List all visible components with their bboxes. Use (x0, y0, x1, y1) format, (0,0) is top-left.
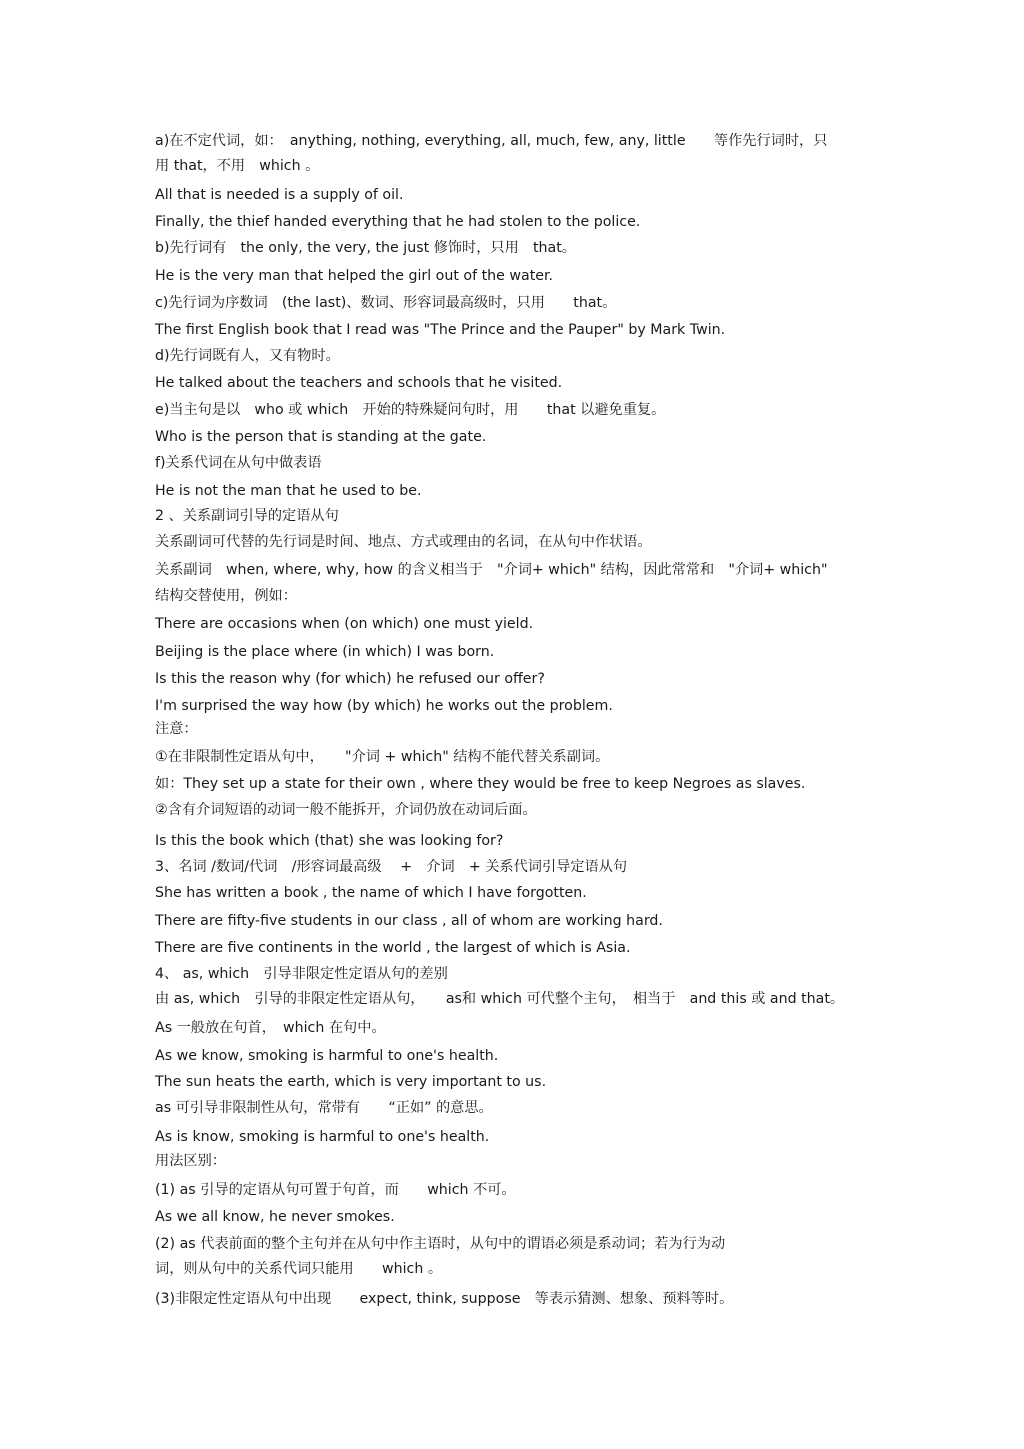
text-line: As we all know, he never smokes. (155, 1209, 395, 1225)
text-line: 词，则从句中的关系代词只能用 which 。 (155, 1261, 443, 1277)
text-line: He is the very man that helped the girl out of the water. (155, 268, 554, 284)
text-line: a)在不定代词，如： anything, nothing, everything, all, much, few, any, little 等作先行词时，只 (155, 133, 828, 149)
text-line: Is this the book which (that) she was looking for? (155, 833, 504, 849)
text-line: 由 as, which 引导的非限定性定语从句， as和 which 可代整个主句， 相当于 and this 或 and that。 (155, 991, 845, 1007)
text-line: I'm surprised the way how (by which) he works out the problem. (155, 698, 613, 714)
text-line: Beijing is the place where (in which) I was born. (155, 644, 495, 660)
text-line: 如：They set up a state for their own , where they would be free to keep Negroes as slaves. (155, 776, 806, 792)
text-line: 4、 as, which 引导非限定性定语从句的差别 (155, 966, 448, 982)
text-line: ①在非限制性定语从句中， "介词 + which" 结构不能代替关系副词。 (155, 749, 610, 765)
text-line: Who is the person that is standing at the gate. (155, 429, 487, 445)
text-line: She has written a book , the name of which I have forgotten. (155, 885, 587, 901)
text-line: ②含有介词短语的动词一般不能拆开，介词仍放在动词后面。 (155, 802, 537, 818)
text-line: (1) as 引导的定语从句可置于句首，而 which 不可。 (155, 1182, 516, 1198)
text-line: e)当主句是以 who 或 which 开始的特殊疑问句时，用 that 以避免重复。 (155, 402, 666, 418)
text-line: The first English book that I read was "The Prince and the Pauper" by Mark Twin. (155, 322, 726, 338)
text-line: He talked about the teachers and schools that he visited. (155, 375, 563, 391)
text-line: As we know, smoking is harmful to one's health. (155, 1048, 499, 1064)
text-line: He is not the man that he used to be. (155, 483, 422, 499)
text-line: (2) as 代表前面的整个主句并在从句中作主语时，从句中的谓语必须是系动词；若为行为动 (155, 1236, 726, 1252)
text-line: b)先行词有 the only, the very, the just 修饰时，只用 that。 (155, 240, 576, 256)
text-line: As is know, smoking is harmful to one's health. (155, 1129, 490, 1145)
text-line: 3、名词 /数词/代词 /形容词最高级 + 介词 + 关系代词引导定语从句 (155, 859, 628, 875)
text-line: 2 、关系副词引导的定语从句 (155, 508, 339, 524)
text-line: 结构交替使用，例如： (155, 588, 297, 604)
text-line: Is this the reason why (for which) he refused our offer? (155, 671, 545, 687)
text-line: 用 that，不用 which 。 (155, 158, 320, 174)
text-line: f)关系代词在从句中做表语 (155, 455, 322, 471)
text-line: (3)非限定性定语从句中出现 expect, think, suppose 等表示猜测、想象、预料等时。 (155, 1291, 734, 1307)
text-line: The sun heats the earth, which is very important to us. (155, 1074, 547, 1090)
text-line: 用法区别： (155, 1153, 226, 1169)
text-line: There are fifty-five students in our class , all of whom are working hard. (155, 913, 663, 929)
text-line: c)先行词为序数词 (the last)、数词、形容词最高级时，只用 that。 (155, 295, 617, 311)
text-line: 关系副词 when, where, why, how 的含义相当于 "介词+ which" 结构，因此常常和 "介词+ which" (155, 562, 828, 578)
text-line: d)先行词既有人，又有物时。 (155, 348, 340, 364)
text-line: 关系副词可代替的先行词是时间、地点、方式或理由的名词，在从句中作状语。 (155, 534, 652, 550)
text-line: There are five continents in the world , the largest of which is Asia. (155, 940, 631, 956)
text-line: as 可引导非限制性从句，常带有 “正如” 的意思。 (155, 1100, 493, 1116)
text-line: 注意： (155, 721, 198, 737)
text-line: As 一般放在句首， which 在句中。 (155, 1020, 386, 1036)
text-line: All that is needed is a supply of oil. (155, 187, 404, 203)
text-line: There are occasions when (on which) one must yield. (155, 616, 534, 632)
text-line: Finally, the thief handed everything that he had stolen to the police. (155, 214, 641, 230)
